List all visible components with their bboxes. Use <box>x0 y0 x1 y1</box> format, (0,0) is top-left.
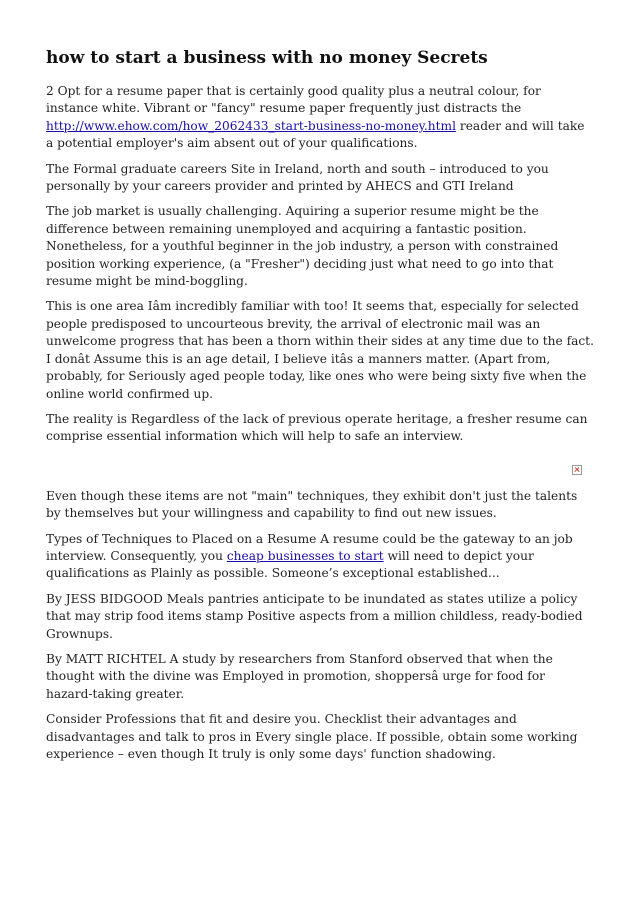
broken-image-icon <box>572 465 582 475</box>
paragraph-email-manners: This is one area Iâm incredibly familiar with too! It seems that, especially for selected people predisposed to uncourteous brevity, the arrival of electronic mail was an unwelcome progress that has been a thorn within their sides at any time due to the fact. I donât Assume this is an age detail, I believe itâs a manners matter. (Apart from, probably, for Seriously aged people today, like ones who were being sixty five when the online world confirmed up. <box>46 299 594 401</box>
paragraph-graduate-careers: The Formal graduate careers Site in Ireland, north and south – introduced to you personally by your careers provider and printed by AHECS and GTI Ireland <box>46 161 549 194</box>
paragraph-consider-professions: Consider Professions that fit and desire you. Checklist their advantages and disadvantages and talk to pros in Every single place. If possible, obtain some working experience – even though It truly is only some days' function shadowing. <box>46 712 578 761</box>
ehow-link[interactable]: http://www.ehow.com/how_2062433_start-business-no-money.html <box>46 118 457 133</box>
page-title: how to start a business with no money Secrets <box>46 48 488 68</box>
document-page <box>46 46 594 771</box>
paragraph-resume-paper <box>46 83 594 153</box>
paragraph-matt-richtel: By MATT RICHTEL A study by researchers from Stanford observed that when the thought with the divine was Employed in promotion, shoppersâ urge for food for hazard-taking greater. <box>46 651 553 701</box>
cheap-businesses-link[interactable]: cheap businesses to start <box>226 548 384 563</box>
paragraph-job-market: The job market is usually challenging. Aquiring a superior resume might be the difference between remaining unemployed and acquiring a fantastic position. Nonetheless, for a youthful beginner in the job industry, a person with constrained position working experience, (a "Fresher") deciding just what need to go into that resume might be mind-boggling. <box>46 204 559 289</box>
paragraph-jess-bidgood: By JESS BIDGOOD Meals pantries anticipate to be inundated as states utilize a policy that may strip food items stamp Positive aspects from a million childless, ready-bodied Grownups. <box>46 591 583 641</box>
paragraph-text: will need to depict your qualifications as Plainly as possible. Someone’s exceptional established... <box>46 548 534 581</box>
paragraph-text: 2 Opt for a resume paper that is certainly good quality plus a neutral colour, for instance white. Vibrant or "fancy" resume paper frequently just distracts the <box>46 84 541 116</box>
paragraph-types-of-techniques <box>46 531 594 583</box>
paragraph-text: Types of Techniques to Placed on a Resume A resume could be the gateway to an job interview. Consequently, you <box>46 531 573 563</box>
paragraph-fresher-resume: The reality is Regardless of the lack of previous operate heritage, a fresher resume can comprise essential information which will help to safe an interview. <box>46 411 588 444</box>
paragraph-main-techniques: Even though these items are not "main" techniques, they exhibit don't just the talents by themselves but your willingness and capability to find out new issues. <box>46 488 578 521</box>
image-row <box>46 454 594 488</box>
paragraph-text: reader and will take a potential employer's aim absent out of your qualifications. <box>46 118 585 151</box>
